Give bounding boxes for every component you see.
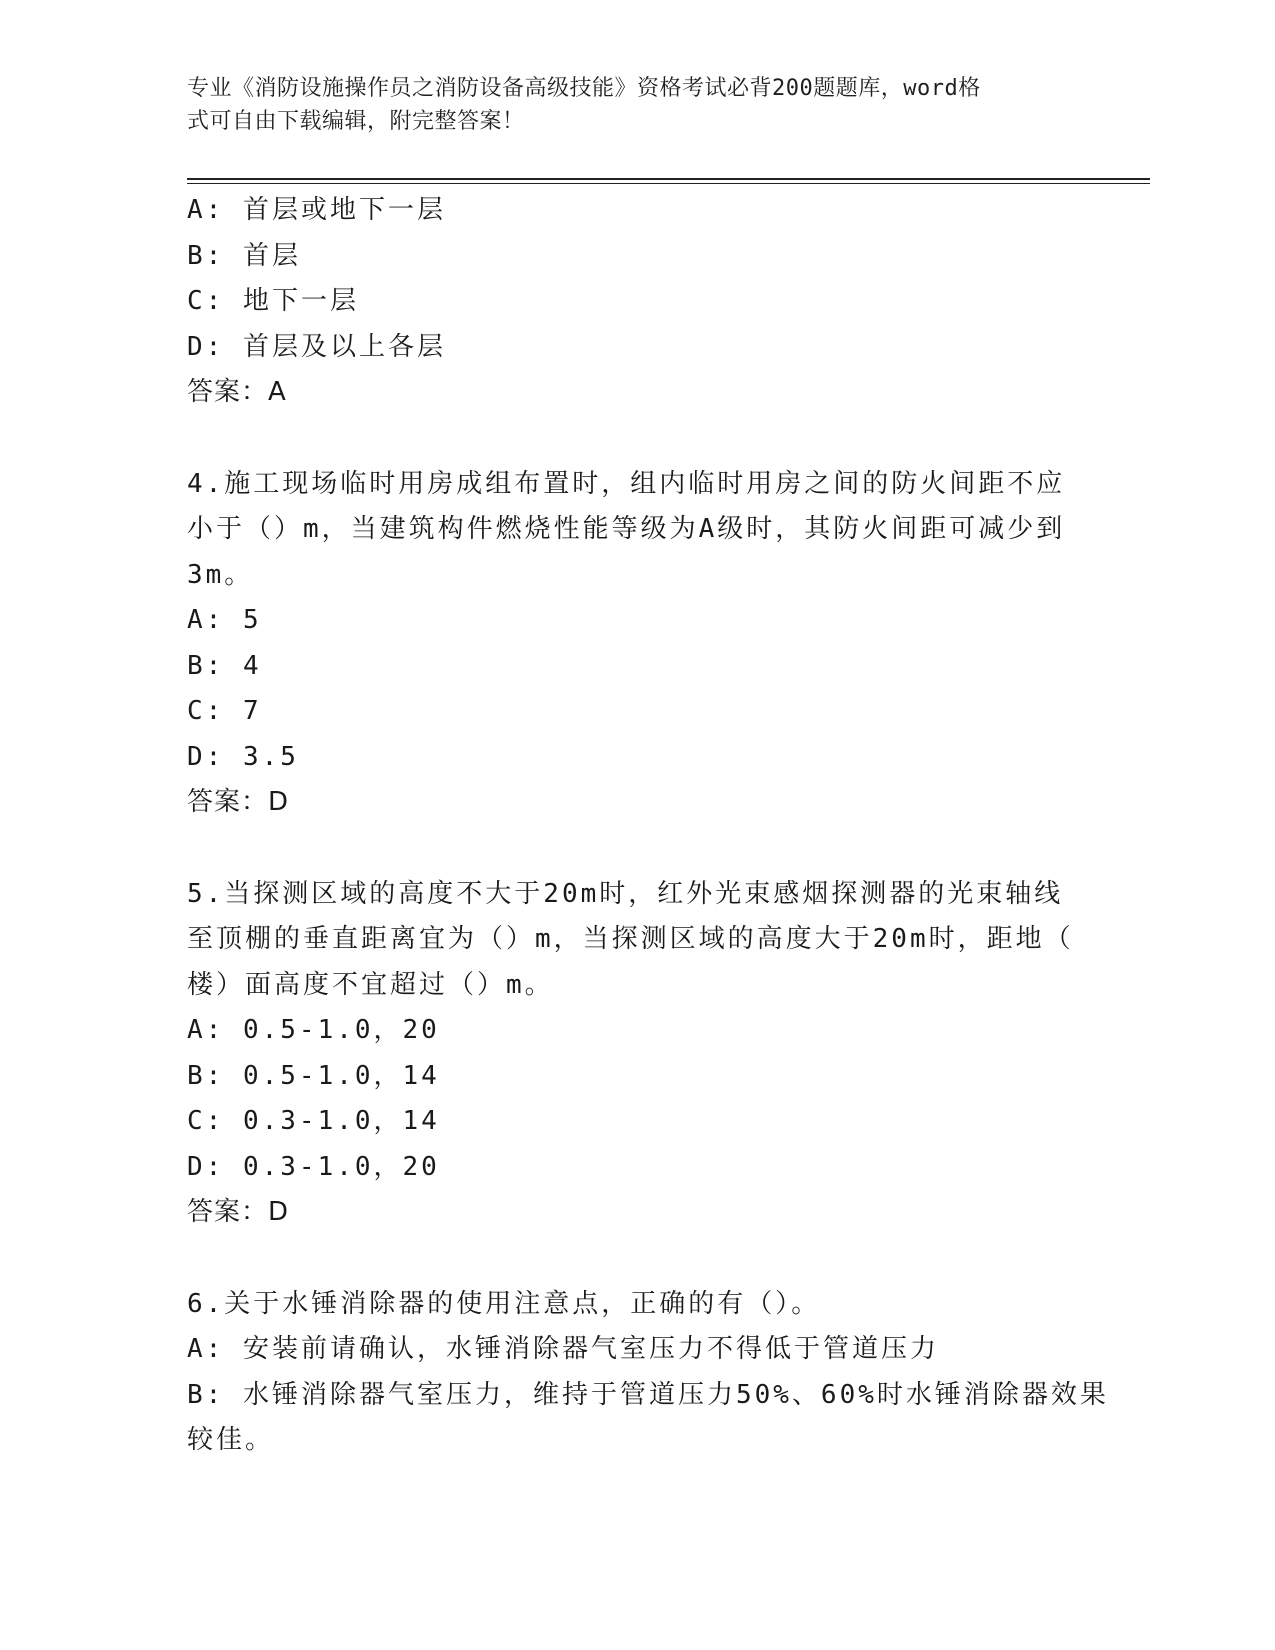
- question-5: [187, 872, 1087, 1236]
- question-stem-line-2: 小于（）m，当建筑构件燃烧性能等级为A级时，其防火间距可减少到: [187, 514, 1066, 544]
- option-d: D: 0.3-1.0，20: [187, 1151, 440, 1182]
- question-stem-line-3: 3m。: [187, 559, 254, 590]
- option-d: D: 首层及以上各层: [187, 331, 446, 362]
- question-stem-line-3: 楼）面高度不宜超过（）m。: [187, 969, 554, 1000]
- question-content: [187, 188, 1109, 1464]
- question-6: [187, 1282, 1109, 1464]
- option-c: C: 地下一层: [187, 286, 359, 316]
- option-b: B: 水锤消除器气室压力，维持于管道压力50%、60%时水锤消除器效果: [187, 1379, 1109, 1410]
- answer: 答案：A: [187, 377, 287, 407]
- header-title-line-2: 式可自由下载编辑，附完整答案！: [187, 109, 525, 134]
- option-a: A: 5: [187, 605, 262, 635]
- answer: 答案：D: [187, 1197, 290, 1227]
- option-a: A: 0.5-1.0，20: [187, 1015, 440, 1045]
- spacer: [187, 826, 1087, 872]
- question-stem-line-1: 6.关于水锤消除器的使用注意点，正确的有（）。: [187, 1288, 821, 1319]
- spacer: [187, 416, 1087, 462]
- question-3: [187, 188, 1087, 416]
- option-b: B: 0.5-1.0，14: [187, 1060, 440, 1091]
- option-c: C: 0.3-1.0，14: [187, 1106, 440, 1136]
- option-a: A: 首层或地下一层: [187, 195, 446, 225]
- document-header: [187, 72, 1077, 138]
- option-c: C: 7: [187, 696, 262, 726]
- question-stem-line-1: 4.施工现场临时用房成组布置时，组内临时用房之间的防火间距不应: [187, 468, 1066, 499]
- option-b: B: 首层: [187, 240, 301, 271]
- question-4: [187, 462, 1087, 826]
- option-b-continued: 较佳。: [187, 1425, 275, 1455]
- question-stem-line-2: 至顶棚的垂直距离宜为（）m，当探测区域的高度大于20m时，距地（: [187, 924, 1074, 954]
- answer: 答案：D: [187, 787, 290, 817]
- option-b: B: 4: [187, 650, 262, 681]
- spacer: [187, 1236, 1087, 1282]
- option-a: A: 安装前请确认，水锤消除器气室压力不得低于管道压力: [187, 1334, 939, 1364]
- header-title-line-1: 专业《消防设施操作员之消防设备高级技能》资格考试必背200题题库，word格: [187, 76, 981, 101]
- header-divider-thin: [187, 183, 1150, 184]
- option-d: D: 3.5: [187, 741, 299, 772]
- question-stem-line-1: 5.当探测区域的高度不大于20m时，红外光束感烟探测器的光束轴线: [187, 878, 1064, 909]
- header-divider: [187, 178, 1150, 180]
